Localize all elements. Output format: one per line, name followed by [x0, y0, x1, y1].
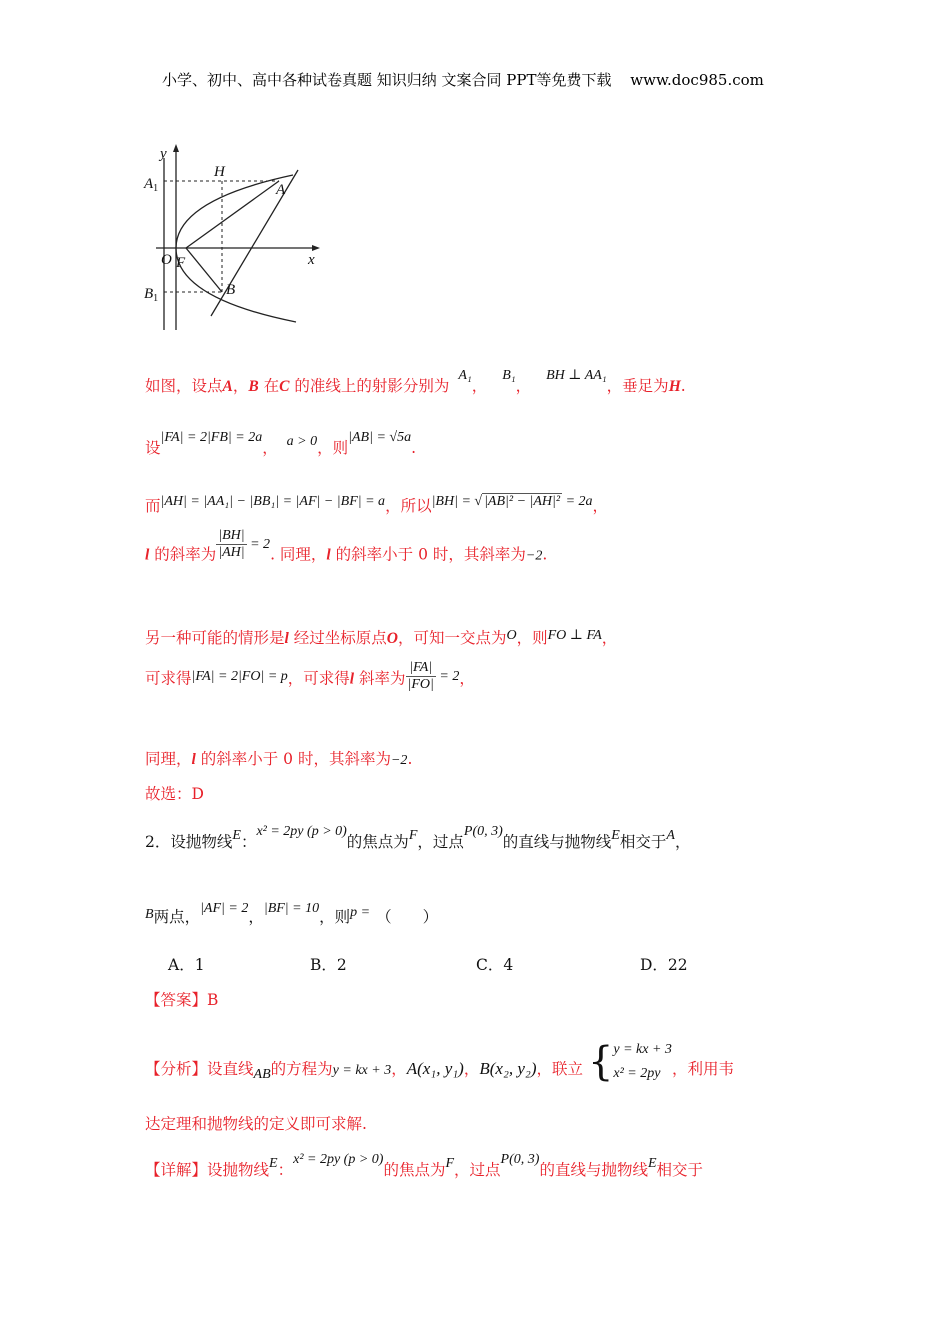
- text: ，则: [319, 908, 351, 926]
- math-var: l: [145, 546, 150, 564]
- math-perp: BH ⊥ AA₁: [546, 368, 607, 383]
- solution-line-2: [145, 430, 417, 458]
- math-eq: = 2: [246, 536, 271, 552]
- math-var: l: [349, 670, 355, 688]
- text: ，: [248, 908, 264, 926]
- text: ：: [277, 1161, 294, 1179]
- text: 的方程为: [270, 1060, 333, 1078]
- text: 可求得: [145, 669, 192, 688]
- text: . 同理，: [270, 545, 327, 564]
- text: 的焦点为: [383, 1161, 446, 1179]
- text: 达定理和抛物线的定义即可求解.: [145, 1115, 367, 1133]
- text: .: [542, 545, 548, 564]
- label-B1: $B_1$: [144, 286, 159, 304]
- text: 两点，: [153, 908, 201, 926]
- text: ，联立: [536, 1060, 583, 1078]
- frac-num: |FA|: [406, 660, 436, 677]
- frac-num: |BH|: [218, 528, 245, 543]
- math-P: P(0, 3): [500, 1152, 540, 1167]
- math-E: E: [269, 1156, 278, 1171]
- label-y: y: [160, 146, 167, 162]
- option-d: D．22: [640, 956, 688, 974]
- math-F: F: [445, 1156, 455, 1171]
- segment-FB: [186, 248, 222, 292]
- text: 设: [145, 439, 161, 457]
- analysis-line-2: [145, 1112, 367, 1134]
- text: 同理，: [145, 750, 192, 768]
- text: 经过坐标原点: [288, 629, 387, 647]
- detail-line-1: [145, 1152, 704, 1180]
- label-A1: $A_1$: [144, 176, 159, 194]
- parabola-figure: [138, 140, 328, 340]
- segment-FA: [186, 181, 279, 248]
- text: 在: [258, 377, 280, 395]
- detail-tag: 【详解】: [145, 1161, 208, 1179]
- question-2-line-2: [145, 901, 439, 927]
- text: 的焦点为: [346, 833, 409, 851]
- text: 的斜率小于 0 时，其斜率为: [195, 750, 391, 768]
- text: ，可知一交点为: [397, 629, 507, 647]
- text: 设直线: [207, 1060, 254, 1078]
- text: ，过点: [454, 1161, 501, 1179]
- solution-line-6: [145, 660, 475, 697]
- text: ，则: [516, 629, 548, 647]
- math-eq: |AB| = √5a: [348, 430, 412, 445]
- text: ，: [459, 669, 475, 688]
- text: .: [407, 750, 413, 768]
- math-eq: |BF| = 10: [263, 901, 320, 916]
- math-eq: |FA| = 2|FO| = p: [191, 668, 288, 684]
- text: ，: [232, 377, 249, 395]
- text: ，: [601, 629, 618, 647]
- text: 斜率为: [354, 669, 406, 688]
- analysis-tag: 【分析】: [145, 1060, 208, 1078]
- text: ，可求得: [287, 669, 350, 688]
- math-A1: A₁: [458, 368, 472, 383]
- text: 故选：D: [145, 785, 204, 803]
- label-x: x: [308, 252, 315, 268]
- y-axis-arrow: [173, 144, 179, 152]
- math-P: P(0, 3): [463, 824, 503, 839]
- text: .: [411, 439, 417, 457]
- frac-den: |AH|: [218, 545, 245, 560]
- text: 的直线与抛物线: [502, 833, 612, 851]
- text: 另一种可能的情形是: [145, 629, 285, 647]
- math-eq: |FA| = 2|FB| = 2a: [160, 430, 263, 445]
- option-c: C．4: [476, 956, 514, 974]
- text: ，所以: [385, 497, 432, 515]
- question-number: 2．设抛物线: [145, 833, 233, 851]
- header-url: www.doc985.com: [630, 71, 764, 89]
- text: ，: [592, 497, 609, 515]
- text: ，: [515, 377, 532, 395]
- math-E: E: [611, 828, 620, 843]
- math-F: F: [408, 828, 418, 843]
- label-O: O: [161, 252, 172, 268]
- text: ，则: [317, 439, 349, 457]
- question-2-line-1: [145, 824, 691, 852]
- math-value: −2: [390, 753, 408, 768]
- solution-line-1: [145, 368, 686, 396]
- solution-line-3: 而|AH| = |AA₁| − |BB₁| = |AF| − |BF| = a，所以|BH| = √ |AB|² − |AH|² = 2a，: [145, 494, 609, 515]
- text: 的斜率小于 0 时，其斜率为: [330, 545, 526, 564]
- analysis-line-1: [145, 1039, 734, 1094]
- math-O: O: [506, 628, 517, 643]
- math-line-eq: y = kx + 3: [332, 1063, 392, 1078]
- text: ，: [674, 833, 691, 851]
- text: .: [680, 377, 686, 395]
- text: 而: [145, 497, 161, 515]
- math-point-B: B(x₂, y₂): [479, 1059, 537, 1078]
- text: ，: [391, 1060, 407, 1078]
- math-parabola: x² = 2py (p > 0): [256, 824, 347, 839]
- answer-value: B: [207, 991, 219, 1009]
- frac-den: |FO|: [407, 677, 434, 692]
- text: ，: [262, 439, 278, 457]
- math-var: O: [386, 630, 398, 647]
- math-E: E: [232, 828, 241, 843]
- solution-line-4: [145, 528, 548, 573]
- label-H: H: [214, 164, 225, 180]
- answer-tag: 【答案】: [145, 991, 208, 1009]
- text: ，: [463, 1060, 480, 1078]
- math-perp: FO ⊥ FA: [547, 628, 602, 643]
- math-var: l: [284, 630, 289, 647]
- text: 如图，设点: [145, 377, 223, 395]
- sqrt-content: |AB|² − |AH|²: [484, 494, 561, 509]
- math-var: l: [326, 546, 331, 564]
- math-eq: |AH| = |AA₁| − |BB₁| = |AF| − |BF| = a: [160, 494, 386, 509]
- answer-blank: （ ）: [376, 908, 439, 926]
- math-point-A: A(x₁, y₁): [406, 1059, 464, 1078]
- solution-line-5: [145, 626, 617, 648]
- label-A: A: [276, 182, 286, 198]
- math-var: A: [222, 378, 233, 395]
- text: 相交于: [619, 833, 667, 851]
- text: 的斜率为: [149, 545, 217, 564]
- text: ，垂足为: [606, 377, 669, 395]
- math-E: E: [647, 1156, 657, 1171]
- math-eq: |BH| =: [431, 494, 475, 509]
- text: 的准线上的射影分别为: [289, 377, 450, 395]
- math-AB: AB: [253, 1067, 271, 1082]
- equation-system: { y = kx + 3 x² = 2py: [587, 1039, 672, 1085]
- page-header: [162, 69, 764, 90]
- text: 相交于: [656, 1161, 704, 1179]
- label-B: B: [226, 282, 236, 298]
- math-eq: |AF| = 2: [200, 901, 249, 916]
- math-eq: = 2: [435, 668, 460, 684]
- solution-line-7: [145, 747, 412, 769]
- option-a: A．1: [168, 956, 205, 974]
- math-var: l: [191, 751, 196, 768]
- answer-choice-line: [145, 782, 204, 804]
- system-eq-2: x² = 2py: [613, 1066, 661, 1081]
- option-b: B．2: [310, 956, 347, 974]
- math-ineq: a > 0: [286, 434, 318, 449]
- header-text: 小学、初中、高中各种试卷真题 知识归纳 文案合同 PPT等免费下载: [162, 71, 612, 89]
- text: ：: [240, 833, 257, 851]
- math-var: C: [279, 378, 290, 395]
- system-eq-1: y = kx + 3: [613, 1042, 672, 1057]
- math-B: B: [145, 907, 154, 922]
- math-eq: = 2a: [562, 494, 593, 509]
- x-axis-arrow: [312, 245, 320, 251]
- text: ，利用韦: [671, 1060, 734, 1078]
- math-var: B: [248, 378, 259, 395]
- math-value: −2: [525, 548, 543, 564]
- math-A: A: [666, 828, 675, 843]
- text: 设抛物线: [207, 1161, 270, 1179]
- label-F: F: [176, 255, 186, 271]
- math-var: H: [668, 378, 681, 395]
- text: ，: [471, 377, 488, 395]
- text: 的直线与抛物线: [539, 1161, 648, 1179]
- text: ，过点: [417, 833, 464, 851]
- math-p: p =: [350, 905, 371, 920]
- answer-line: [145, 988, 218, 1010]
- math-B1: B₁: [502, 368, 516, 383]
- math-parabola: x² = 2py (p > 0): [293, 1152, 384, 1167]
